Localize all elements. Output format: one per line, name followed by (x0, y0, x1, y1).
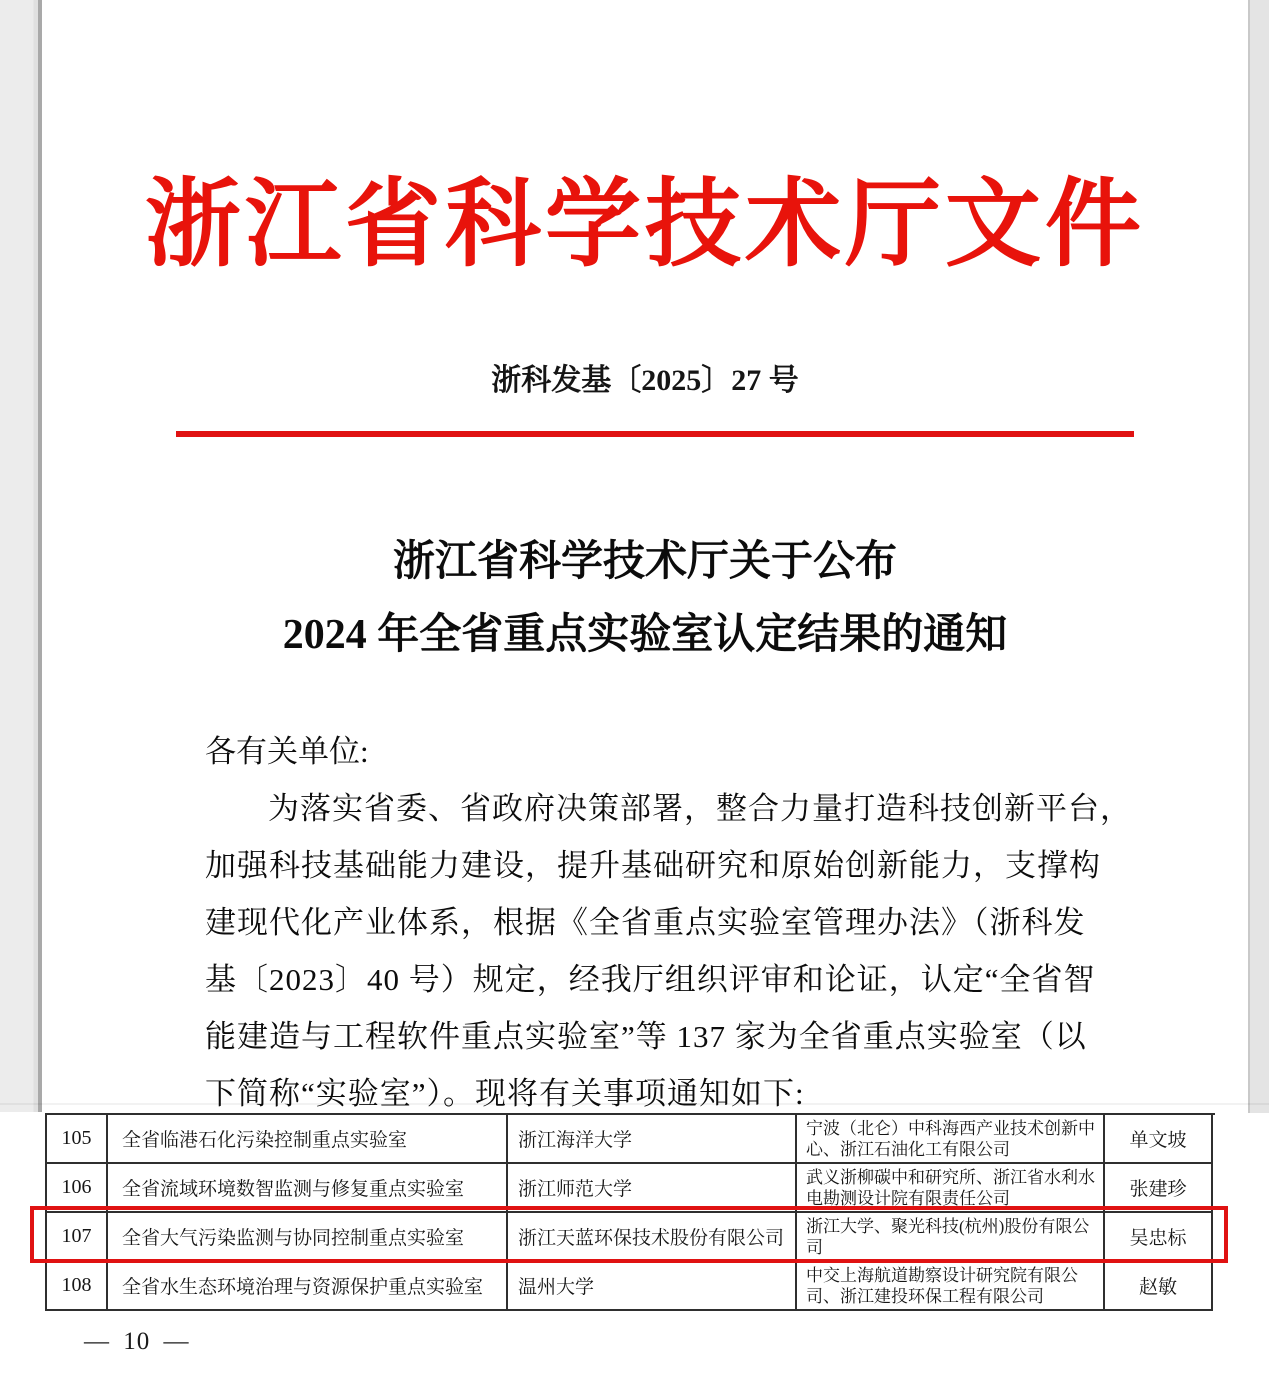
cell-director: 赵敏 (1105, 1262, 1213, 1311)
body-line: 为落实省委、省政府决策部署，整合力量打造科技创新平台， (268, 791, 1132, 826)
cell-director: 单文坡 (1105, 1115, 1213, 1164)
body-line: 加强科技基础能力建设，提升基础研究和原始创新能力，支撑构 (205, 848, 1101, 883)
cell-lab-name: 全省大气污染监测与协同控制重点实验室 (108, 1213, 508, 1262)
cell-index: 107 (47, 1213, 108, 1262)
cell-host-unit: 浙江海洋大学 (508, 1115, 797, 1164)
body-line: 基〔2023〕40 号）规定，经我厅组织评审和论证，认定“全省智 (205, 962, 1096, 997)
page-number: — 10 — (84, 1328, 190, 1355)
letterhead-title: 浙江省科学技术厅文件 (145, 171, 1145, 278)
table-row (47, 1115, 1215, 1164)
cell-host-unit: 温州大学 (508, 1262, 797, 1311)
page-edge-left (0, 0, 42, 1112)
cell-host-unit: 浙江师范大学 (508, 1164, 797, 1213)
notice-title-line1: 浙江省科学技术厅关于公布 (392, 539, 897, 585)
page-edge-right (1248, 0, 1269, 1113)
notice-title-line2: 2024 年全省重点实验室认定结果的通知 (282, 612, 1008, 658)
cell-host-unit: 浙江天蓝环保技术股份有限公司 (508, 1213, 797, 1262)
row-107-highlight-box (30, 1206, 1228, 1263)
cell-index: 106 (47, 1164, 108, 1213)
salutation: 各有关单位: (205, 734, 369, 769)
cell-director: 张建珍 (1105, 1164, 1213, 1213)
table-row (47, 1262, 1215, 1311)
cell-lab-name: 全省流域环境数智监测与修复重点实验室 (108, 1164, 508, 1213)
cell-partner-units: 宁波（北仑）中科海西产业技术创新中心、浙江石油化工有限公司 (797, 1115, 1105, 1164)
cell-partner-units: 中交上海航道勘察设计研究院有限公司、浙江建投环保工程有限公司 (797, 1262, 1105, 1311)
cell-partner-units: 浙江大学、聚光科技(杭州)股份有限公司 (797, 1213, 1105, 1262)
cell-index: 105 (47, 1115, 108, 1164)
cell-lab-name: 全省水生态环境治理与资源保护重点实验室 (108, 1262, 508, 1311)
document-number: 浙科发基〔2025〕27 号 (491, 364, 799, 397)
body-line: 下简称“实验室”）。现将有关事项通知如下: (205, 1076, 805, 1111)
body-line: 能建造与工程软件重点实验室”等 137 家为全省重点实验室（以 (205, 1019, 1087, 1054)
body-line: 建现代化产业体系，根据《全省重点实验室管理办法》（浙科发 (205, 905, 1086, 940)
cell-director: 吴忠标 (1105, 1213, 1213, 1262)
body-paragraph (205, 780, 1135, 1122)
red-separator-line (176, 431, 1134, 437)
cell-lab-name: 全省临港石化污染控制重点实验室 (108, 1115, 508, 1164)
cell-partner-units: 武义浙柳碳中和研究所、浙江省水利水电勘测设计院有限责任公司 (797, 1164, 1105, 1213)
cell-index: 108 (47, 1262, 108, 1311)
